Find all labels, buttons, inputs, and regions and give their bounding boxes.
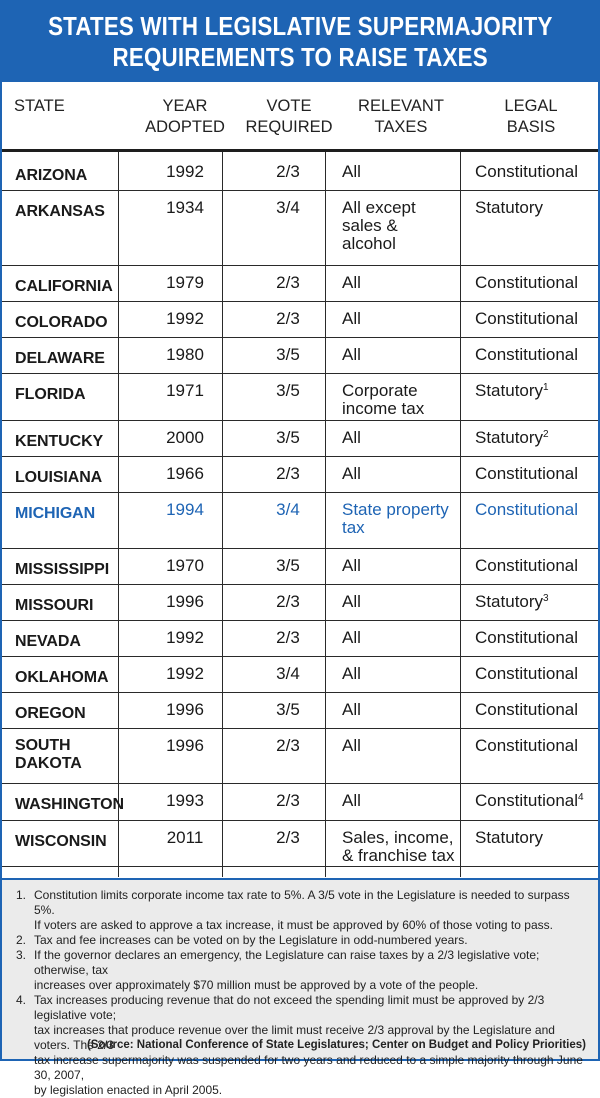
- taxes-line: All: [342, 162, 361, 181]
- footnote-line: Tax increases producing revenue that do not exceed the spending limit must be approved by 2/3 legislative vote;: [34, 993, 545, 1022]
- year-cell: 1934: [166, 198, 204, 217]
- taxes-line: State property: [342, 500, 449, 519]
- footnote-line: Constitution limits corporate income tax rate to 5%. A 3/5 vote in the Legislature is needed to surpass 5%.: [34, 888, 570, 917]
- state-line: MISSOURI: [15, 597, 94, 614]
- vote-cell: 3/5: [276, 700, 300, 719]
- footnote-line: tax increases that produce revenue over the limit must receive 2/3 approval by the Legislature and voters. The 2/3: [34, 1023, 555, 1052]
- year-cell: 1966: [166, 464, 204, 483]
- footnote-number: 1.: [16, 888, 27, 902]
- vote-cell: 2/3: [276, 309, 300, 328]
- taxes-cell: [342, 346, 460, 364]
- taxes-line: All: [342, 592, 361, 611]
- state-cell: [15, 314, 120, 332]
- header-vote-line2: REQUIRED: [245, 118, 333, 136]
- table-row: [2, 657, 598, 693]
- state-line: DAKOTA: [15, 755, 82, 772]
- year-cell: 1992: [166, 664, 204, 683]
- taxes-cell: [342, 792, 460, 810]
- year-cell: 1996: [166, 700, 204, 719]
- state-line: ARKANSAS: [15, 203, 105, 220]
- state-line: FLORIDA: [15, 386, 86, 403]
- year-cell: 1971: [166, 381, 204, 400]
- taxes-line: alcohol: [342, 234, 396, 253]
- basis-text: Constitutional: [475, 273, 579, 292]
- basis-text: Constitutional: [475, 791, 579, 810]
- title-banner: [2, 2, 598, 82]
- state-cell: [15, 278, 120, 296]
- state-line: SOUTH: [15, 737, 71, 754]
- state-cell: [15, 796, 124, 814]
- taxes-line: All: [342, 273, 361, 292]
- state-line: NEVADA: [15, 633, 81, 650]
- table-row: [2, 155, 598, 191]
- taxes-line: All: [342, 628, 361, 647]
- basis-text: Constitutional: [475, 556, 579, 575]
- footnote-marker: 4: [578, 792, 584, 803]
- table-row: [2, 821, 598, 867]
- state-line: DELAWARE: [15, 350, 105, 367]
- table-row: [2, 338, 598, 374]
- footnote-number: 4.: [16, 993, 27, 1007]
- basis-cell: [475, 429, 597, 447]
- footnote-number: 3.: [16, 948, 27, 962]
- taxes-line: All: [342, 309, 361, 328]
- state-cell: [15, 833, 120, 851]
- vote-cell: 3/4: [276, 198, 300, 217]
- year-cell: 1992: [166, 309, 204, 328]
- basis-text: Constitutional: [475, 309, 579, 328]
- taxes-line: All: [342, 791, 361, 810]
- basis-cell: [475, 792, 597, 810]
- footnotes: [2, 878, 598, 1097]
- table-header: [2, 82, 598, 152]
- footnote: [16, 888, 588, 933]
- footnote-line: increases over approximately $70 million must be approved by a vote of the people.: [34, 978, 479, 992]
- basis-cell: [475, 501, 597, 519]
- vote-cell: 2/3: [276, 828, 300, 847]
- header-vote-line1: VOTE: [266, 97, 312, 115]
- table-row: [2, 585, 598, 621]
- taxes-line: All: [342, 556, 361, 575]
- state-cell: [15, 505, 120, 523]
- source-credit: (Source: National Conference of State Legislatures; Center on Budget and Policy Priorities): [86, 1039, 586, 1051]
- taxes-cell: [342, 737, 460, 755]
- state-line: KENTUCKY: [15, 433, 104, 450]
- header-year-line2: ADOPTED: [145, 118, 225, 136]
- basis-text: Constitutional: [475, 664, 579, 683]
- header-state-label: STATE: [14, 97, 65, 115]
- state-line: LOUISIANA: [15, 469, 103, 486]
- taxes-line: All: [342, 700, 361, 719]
- taxes-line: All except: [342, 198, 416, 217]
- vote-cell: 2/3: [276, 273, 300, 292]
- basis-text: Constitutional: [475, 345, 579, 364]
- basis-text: Statutory: [475, 198, 544, 217]
- state-cell: [15, 597, 120, 615]
- taxes-cell: [342, 163, 460, 181]
- footnote-line: If voters are asked to approve a tax increase, it must be approved by 60% of those voting to pass.: [34, 918, 553, 932]
- table-row: [2, 729, 598, 784]
- vote-cell: 3/5: [276, 381, 300, 400]
- year-cell: 1980: [166, 345, 204, 364]
- footnote-marker: 2: [543, 429, 549, 440]
- header-year: [120, 96, 250, 138]
- state-line: COLORADO: [15, 314, 108, 331]
- table-row: [2, 549, 598, 585]
- state-cell: [15, 469, 120, 487]
- state-cell: [15, 433, 120, 451]
- footnote: [16, 948, 588, 993]
- year-cell: 1996: [166, 592, 204, 611]
- taxes-line: All: [342, 664, 361, 683]
- table-row: [2, 493, 598, 549]
- table-row: [2, 266, 598, 302]
- footnote: [16, 933, 588, 948]
- basis-cell: [475, 382, 597, 400]
- state-line: OREGON: [15, 705, 86, 722]
- basis-cell: [475, 737, 597, 755]
- state-cell: [15, 386, 120, 404]
- basis-cell: [475, 199, 597, 217]
- basis-cell: [475, 629, 597, 647]
- title-line-2: REQUIREMENTS TO RAISE TAXES: [112, 42, 488, 72]
- basis-cell: [475, 465, 597, 483]
- year-cell: 1994: [166, 500, 204, 519]
- footnote-line: If the governor declares an emergency, the Legislature can raise taxes by a 2/3 legislative vote; otherwise, tax: [34, 948, 540, 977]
- vote-cell: 3/5: [276, 556, 300, 575]
- taxes-cell: [342, 501, 460, 537]
- year-cell: 1996: [166, 736, 204, 755]
- taxes-cell: [342, 382, 460, 418]
- table-row: [2, 374, 598, 421]
- header-basis: [472, 96, 590, 138]
- year-cell: 1993: [166, 791, 204, 810]
- state-cell: [15, 561, 120, 579]
- basis-text: Constitutional: [475, 464, 579, 483]
- state-cell: [15, 737, 120, 773]
- table-row: [2, 693, 598, 729]
- taxes-line: Corporate: [342, 381, 418, 400]
- taxes-line: sales &: [342, 216, 398, 235]
- basis-cell: [475, 274, 597, 292]
- basis-cell: [475, 346, 597, 364]
- header-basis-line1: LEGAL: [504, 97, 558, 115]
- taxes-cell: [342, 465, 460, 483]
- state-cell: [15, 705, 120, 723]
- footnote-marker: 3: [543, 593, 549, 604]
- footnote-line: tax increase supermajority was suspended for two years and reduced to a simple majority through June 30, 2007,: [34, 1053, 583, 1082]
- footnote-list: [16, 888, 588, 1098]
- year-cell: 1992: [166, 162, 204, 181]
- basis-text: Constitutional: [475, 736, 579, 755]
- taxes-line: All: [342, 736, 361, 755]
- basis-cell: [475, 701, 597, 719]
- taxes-line: tax: [342, 518, 365, 537]
- taxes-line: Sales, income,: [342, 828, 454, 847]
- taxes-cell: [342, 557, 460, 575]
- vote-cell: 2/3: [276, 162, 300, 181]
- taxes-cell: [342, 274, 460, 292]
- table-row: [2, 784, 598, 821]
- basis-cell: [475, 593, 597, 611]
- vote-cell: 2/3: [276, 791, 300, 810]
- table-row: [2, 457, 598, 493]
- basis-cell: [475, 163, 597, 181]
- header-taxes-line1: RELEVANT: [358, 97, 444, 115]
- footnote-line: by legislation enacted in April 2005.: [34, 1083, 223, 1097]
- header-taxes: [342, 96, 460, 138]
- header-vote: [234, 96, 344, 138]
- taxes-line: & franchise tax: [342, 846, 455, 865]
- basis-text: Constitutional: [475, 162, 579, 181]
- basis-text: Statutory: [475, 592, 544, 611]
- taxes-cell: [342, 429, 460, 447]
- state-cell: [15, 350, 120, 368]
- table-row: [2, 621, 598, 657]
- taxes-cell: [342, 593, 460, 611]
- header-year-line1: YEAR: [162, 97, 208, 115]
- table-row: [2, 302, 598, 338]
- footnote-marker: 1: [543, 382, 549, 393]
- state-cell: [15, 669, 120, 687]
- state-cell: [15, 167, 120, 185]
- state-cell: [15, 633, 120, 651]
- taxes-cell: [342, 665, 460, 683]
- basis-cell: [475, 829, 597, 847]
- footnote-number: 2.: [16, 933, 27, 947]
- state-line: MICHIGAN: [15, 505, 96, 522]
- taxes-cell: [342, 701, 460, 719]
- title-line-1: STATES WITH LEGISLATIVE SUPERMAJORITY: [47, 11, 553, 41]
- vote-cell: 3/4: [276, 500, 300, 519]
- basis-cell: [475, 310, 597, 328]
- vote-cell: 2/3: [276, 464, 300, 483]
- vote-cell: 2/3: [276, 592, 300, 611]
- taxes-line: All: [342, 428, 361, 447]
- year-cell: 2011: [166, 828, 204, 847]
- vote-cell: 2/3: [276, 628, 300, 647]
- vote-cell: 3/5: [276, 345, 300, 364]
- taxes-line: All: [342, 464, 361, 483]
- basis-text: Constitutional: [475, 700, 579, 719]
- state-line: CALIFORNIA: [15, 278, 113, 295]
- table-row: [2, 421, 598, 457]
- year-cell: 1979: [166, 273, 204, 292]
- table-row: [2, 191, 598, 266]
- taxes-cell: [342, 199, 460, 253]
- basis-cell: [475, 557, 597, 575]
- header-state: [14, 96, 84, 117]
- state-cell: [15, 203, 120, 221]
- vote-cell: 3/5: [276, 428, 300, 447]
- state-line: WISCONSIN: [15, 833, 107, 850]
- basis-text: Constitutional: [475, 500, 579, 519]
- year-cell: 2000: [166, 428, 204, 447]
- state-line: OKLAHOMA: [15, 669, 109, 686]
- header-basis-line2: BASIS: [506, 118, 556, 136]
- basis-text: Constitutional: [475, 628, 579, 647]
- state-line: ARIZONA: [15, 167, 88, 184]
- taxes-cell: [342, 629, 460, 647]
- taxes-cell: [342, 310, 460, 328]
- basis-text: Statutory: [475, 381, 544, 400]
- state-line: MISSISSIPPI: [15, 561, 110, 578]
- header-taxes-line2: TAXES: [374, 118, 428, 136]
- basis-text: Statutory: [475, 428, 544, 447]
- vote-cell: 2/3: [276, 736, 300, 755]
- year-cell: 1992: [166, 628, 204, 647]
- state-line: WASHINGTON: [15, 796, 124, 813]
- footnote-line: Tax and fee increases can be voted on by the Legislature in odd-numbered years.: [34, 933, 468, 947]
- basis-text: Statutory: [475, 828, 544, 847]
- taxes-line: All: [342, 345, 361, 364]
- taxes-cell: [342, 829, 460, 865]
- taxes-line: income tax: [342, 399, 425, 418]
- vote-cell: 3/4: [276, 664, 300, 683]
- year-cell: 1970: [166, 556, 204, 575]
- basis-cell: [475, 665, 597, 683]
